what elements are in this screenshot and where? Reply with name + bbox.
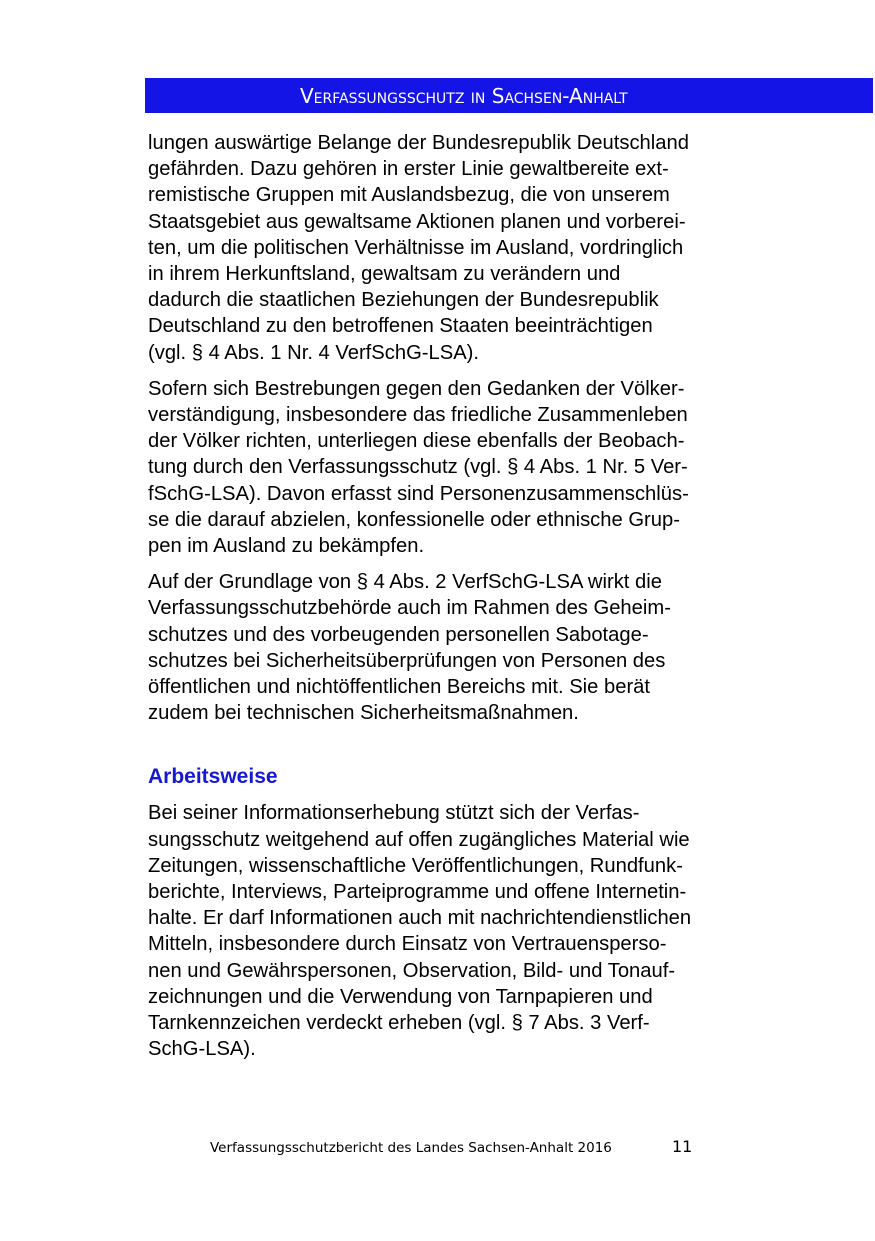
section-paragraph: Bei seiner Informationserhebung stützt sich der Verfas- sungsschutz weitgehend auf offen zugängliches Material wie Zeitungen, wissenschaftliche Veröffentlichungen, Rundfunk- berichte, Interviews, Parteiprogramme und offene Internetin- halte. Er darf Informationen auch mit nachrichtendienstlichen Mitteln, insbesondere durch Einsatz von Vertrauensperso- nen und Gewährspersonen, Observation, Bild- und Tonauf- zeichnungen und die Verwendung von Tarnpapieren und Tarnkennzeichen verdeckt erheben (vgl. § 7 Abs. 3 Verf- SchG-LSA).	[148, 802, 692, 1061]
body-paragraph-1: lungen auswärtige Belange der Bundesrepublik Deutschland gefährden. Dazu gehören in erster Linie gewaltbereite ext- remistische Gruppen mit Auslandsbezug, die von unserem Staatsgebiet aus gewaltsame Aktionen planen und vorberei- ten, um die politischen Verhältnisse im Ausland, vordringlich in ihrem Herkunftsland, gewaltsam zu verändern und dadurch die staatlichen Beziehungen der Bundesrepublik Deutschland zu den betroffenen Staaten beeinträchtigen (vgl. § 4 Abs. 1 Nr. 4 VerfSchG-LSA).	[148, 132, 689, 364]
running-header-bar	[145, 78, 873, 113]
body-paragraph-2: Sofern sich Bestrebungen gegen den Gedanken der Völker- verständigung, insbesondere das friedliche Zusammenleben der Völker richten, unterliegen diese ebenfalls der Beobach- tung durch den Verfassungsschutz (vgl. § 4 Abs. 1 Nr. 5 Ver- fSchG-LSA). Davon erfasst sind Personenzusammenschlüs- se die darauf abzielen, konfessionelle oder ethnische Grup- pen im Ausland zu bekämpfen.	[148, 377, 689, 558]
body-paragraph-3: Auf der Grundlage von § 4 Abs. 2 VerfSchG-LSA wirkt die Verfassungsschutzbehörde auch im Rahmen des Geheim- schutzes und des vorbeugenden personellen Sabotage- schutzes bei Sicherheitsüberprüfungen von Personen des öffentlichen und nichtöffentlichen Bereichs mit. Sie berät zudem bei technischen Sicherheitsmaßnahmen.	[148, 571, 671, 725]
page-footer-text: Verfassungsschutzbericht des Landes Sachsen-Anhalt 2016	[210, 1140, 612, 1156]
page-number: 11	[672, 1137, 693, 1156]
page-body	[148, 130, 773, 1073]
section-heading-arbeitsweise: Arbeitsweise	[148, 765, 278, 789]
running-header-title: Verfassungsschutz in Sachsen-Anhalt	[300, 84, 628, 108]
